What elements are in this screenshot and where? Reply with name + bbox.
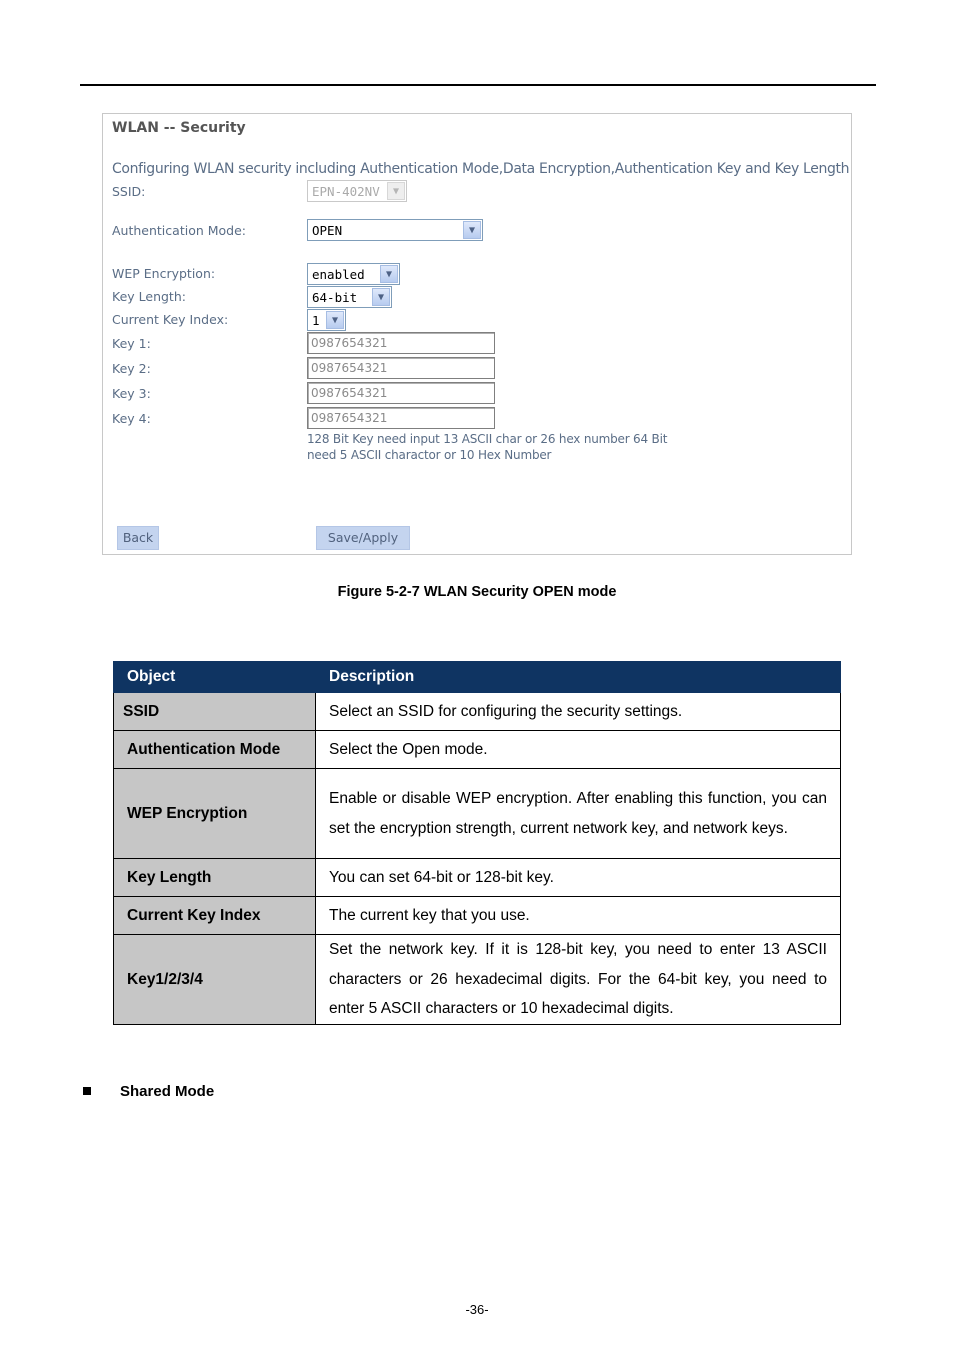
header-rule xyxy=(80,84,876,86)
key1-label: Key 1: xyxy=(112,336,151,351)
object-cell: SSID xyxy=(114,693,316,731)
object-cell: WEP Encryption xyxy=(114,769,316,859)
key3-label: Key 3: xyxy=(112,386,151,401)
object-cell: Key1/2/3/4 xyxy=(114,935,316,1025)
panel-description: Configuring WLAN security including Authentication Mode,Data Encryption,Authentication Key and Key Length xyxy=(112,161,850,177)
table-row xyxy=(114,935,841,1025)
chevron-down-icon: ▼ xyxy=(463,221,481,239)
ssid-value: EPN-402NV xyxy=(312,184,380,199)
key3-input[interactable]: 0987654321 xyxy=(307,382,495,404)
key-index-value: 1 xyxy=(312,313,320,328)
section-heading: Shared Mode xyxy=(120,1083,215,1100)
save-apply-button[interactable]: Save/Apply xyxy=(316,526,410,550)
key-length-value: 64-bit xyxy=(312,290,358,305)
column-header: Object xyxy=(114,662,316,693)
description-cell: The current key that you use. xyxy=(316,897,841,935)
chevron-down-icon: ▼ xyxy=(387,182,405,200)
auth-mode-select[interactable] xyxy=(307,219,483,241)
chevron-down-icon: ▼ xyxy=(372,288,390,306)
table-row xyxy=(114,859,841,897)
object-cell: Authentication Mode xyxy=(114,731,316,769)
table-row xyxy=(114,731,841,769)
auth-mode-value: OPEN xyxy=(312,223,343,238)
object-cell: Key Length xyxy=(114,859,316,897)
key-length-label: Key Length: xyxy=(112,289,186,304)
back-button[interactable]: Back xyxy=(117,526,159,550)
description-cell: Select an SSID for configuring the security settings. xyxy=(316,693,841,731)
description-cell: Enable or disable WEP encryption. After enabling this function, you can set the encryption strength, current network key, and network keys. xyxy=(316,769,841,859)
description-cell: You can set 64-bit or 128-bit key. xyxy=(316,859,841,897)
wlan-security-screenshot xyxy=(102,113,852,555)
ssid-label: SSID: xyxy=(112,184,146,199)
key-length-select[interactable] xyxy=(307,286,392,308)
table-header-row xyxy=(114,662,841,693)
description-cell: Select the Open mode. xyxy=(316,731,841,769)
key4-input[interactable]: 0987654321 xyxy=(307,407,495,429)
description-cell: Set the network key. If it is 128-bit key, you need to enter 13 ASCII characters or 26 hexadecimal digits. For the 64-bit key, you need to enter 5 ASCII characters or 10 hexadecimal digits. xyxy=(316,935,841,1025)
key2-input[interactable]: 0987654321 xyxy=(307,357,495,379)
table-row xyxy=(114,897,841,935)
table-row xyxy=(114,769,841,859)
wep-label: WEP Encryption: xyxy=(112,266,216,281)
page-number: -36- xyxy=(465,1302,489,1317)
square-bullet-icon xyxy=(83,1087,91,1095)
key-index-select[interactable] xyxy=(307,309,346,331)
figure-caption: Figure 5-2-7 WLAN Security OPEN mode xyxy=(337,584,617,600)
chevron-down-icon: ▼ xyxy=(326,311,344,329)
wep-value: enabled xyxy=(312,267,365,282)
key2-label: Key 2: xyxy=(112,361,151,376)
chevron-down-icon: ▼ xyxy=(380,265,398,283)
key-hint-line: 128 Bit Key need input 13 ASCII char or 26 hex number 64 Bit xyxy=(307,432,668,446)
wep-select[interactable] xyxy=(307,263,400,285)
key-index-label: Current Key Index: xyxy=(112,312,229,327)
key1-input[interactable]: 0987654321 xyxy=(307,332,495,354)
auth-mode-label: Authentication Mode: xyxy=(112,223,247,238)
key-hint xyxy=(307,431,667,463)
panel-title: WLAN -- Security xyxy=(112,120,246,136)
object-description-table xyxy=(113,661,841,1025)
ssid-select[interactable] xyxy=(307,180,407,202)
table-row xyxy=(114,693,841,731)
column-header: Description xyxy=(316,662,841,693)
key-hint-line: need 5 ASCII charactor or 10 Hex Number xyxy=(307,448,552,462)
key4-label: Key 4: xyxy=(112,411,151,426)
object-cell: Current Key Index xyxy=(114,897,316,935)
